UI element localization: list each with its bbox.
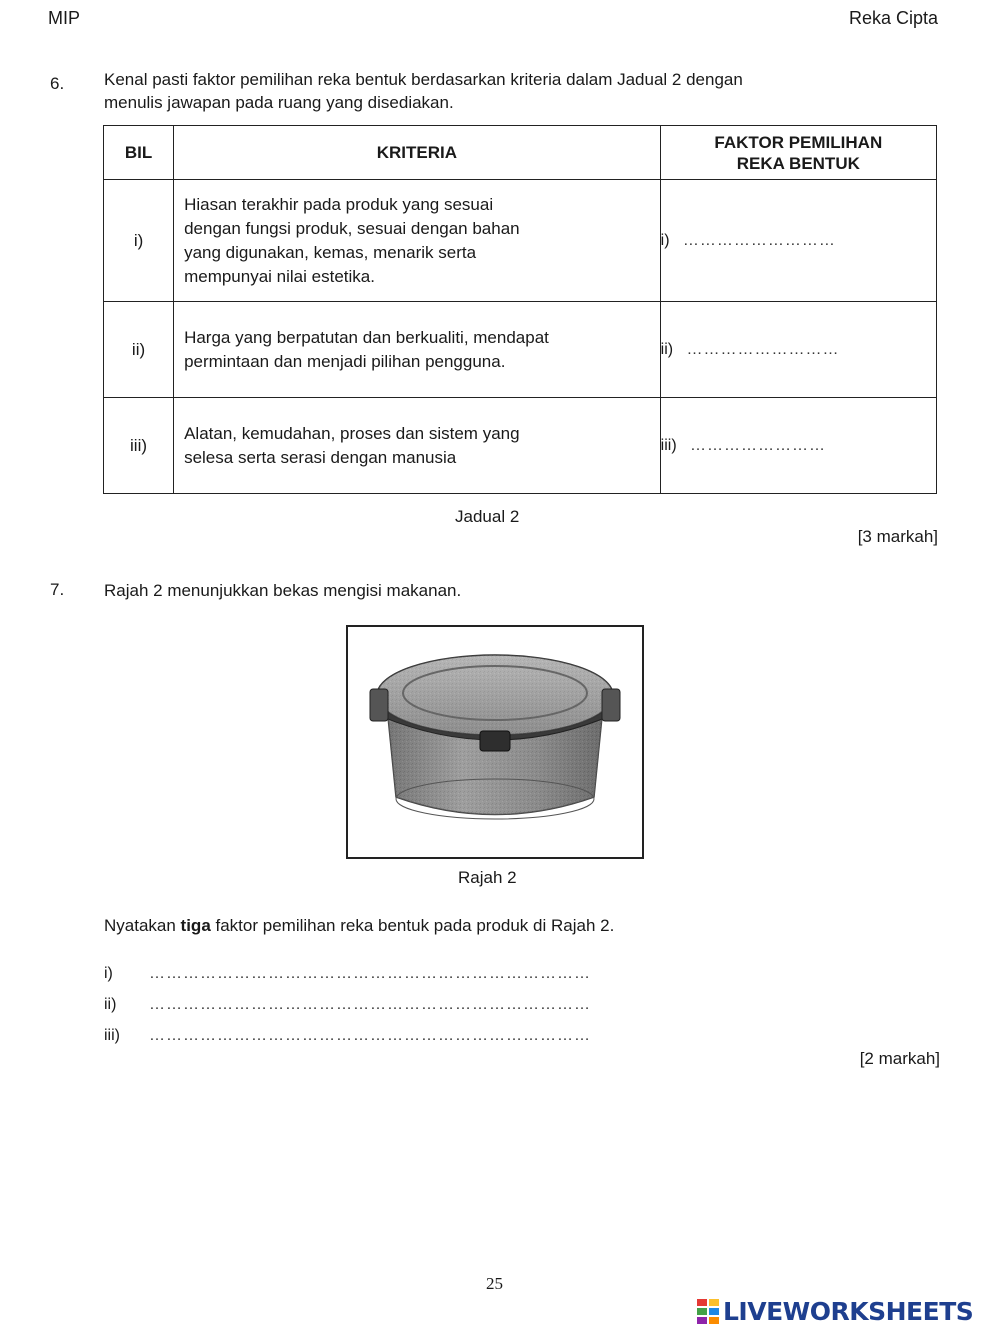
answer-dots: …………………… xyxy=(690,436,826,454)
answer-line-3[interactable] xyxy=(104,1027,591,1045)
row-kriteria xyxy=(174,398,661,494)
page-number: 25 xyxy=(486,1274,503,1293)
answer-dots: …………………………………………………………………… xyxy=(149,1027,591,1044)
figure-caption: Rajah 2 xyxy=(458,868,517,887)
kriteria-line: permintaan dan menjadi pilihan pengguna. xyxy=(184,351,506,371)
answer-label: i) xyxy=(660,231,670,249)
row-bil: iii) xyxy=(104,398,174,494)
answer-line-1[interactable] xyxy=(104,965,591,983)
kriteria-line: Hiasan terakhir pada produk yang sesuai xyxy=(184,194,494,214)
food-container-image xyxy=(348,627,642,857)
question-6-text xyxy=(104,68,743,114)
liveworksheets-wordmark: LIVEWORKSHEETS xyxy=(723,1296,974,1326)
row-bil: i) xyxy=(104,180,174,302)
answer-dots: …………………………………………………………………… xyxy=(149,996,591,1013)
question-7-number: 7. xyxy=(50,580,65,599)
answer-field-2[interactable] xyxy=(660,302,936,398)
question-6-marks: [3 markah] xyxy=(857,527,938,546)
answer-dots: …………………………………………………………………… xyxy=(149,965,591,982)
header-faktor-line1: FAKTOR PEMILIHAN xyxy=(714,132,883,152)
instruction-text-end: faktor pemilihan reka bentuk pada produk di Rajah 2. xyxy=(210,916,615,935)
answer-label: iii) xyxy=(104,1027,120,1044)
answer-field-3[interactable] xyxy=(660,398,936,494)
table-row xyxy=(104,180,937,302)
header-right: Reka Cipta xyxy=(848,8,938,28)
header-faktor xyxy=(660,126,936,180)
table-row xyxy=(104,302,937,398)
header-faktor-line2: REKA BENTUK xyxy=(736,153,860,173)
answer-label: ii) xyxy=(104,996,117,1013)
answer-label: i) xyxy=(104,965,113,982)
kriteria-line: Harga yang berpatutan dan berkualiti, mendapat xyxy=(184,327,549,347)
answer-field-1[interactable] xyxy=(660,180,936,302)
question-7-instruction xyxy=(104,914,614,937)
answer-label: iii) xyxy=(660,436,677,454)
question-6-text-line1: Kenal pasti faktor pemilihan reka bentuk berdasarkan kriteria dalam Jadual 2 dengan xyxy=(104,70,743,89)
header-bil: BIL xyxy=(104,126,174,180)
header-left: MIP xyxy=(48,8,81,28)
answer-dots: ……………………… xyxy=(682,231,836,249)
header-kriteria: KRITERIA xyxy=(174,126,661,180)
question-7-text: Rajah 2 menunjukkan bekas mengisi makanan. xyxy=(104,581,462,600)
table-caption: Jadual 2 xyxy=(455,507,520,526)
row-kriteria xyxy=(174,180,661,302)
figure-food-container xyxy=(346,625,644,859)
answer-line-2[interactable] xyxy=(104,996,591,1014)
kriteria-line: yang digunakan, kemas, menarik serta xyxy=(184,242,477,262)
jadual-2-table xyxy=(103,125,937,494)
liveworksheets-brand xyxy=(697,1296,973,1326)
table-header-row xyxy=(104,126,937,180)
kriteria-line: mempunyai nilai estetika. xyxy=(184,266,375,286)
kriteria-line: dengan fungsi produk, sesuai dengan bahan xyxy=(184,218,520,238)
answer-dots: ……………………… xyxy=(686,340,840,358)
row-bil: ii) xyxy=(104,302,174,398)
table-row xyxy=(104,398,937,494)
instruction-bold: tiga xyxy=(180,916,211,935)
question-7-marks: [2 markah] xyxy=(859,1049,940,1068)
liveworksheets-logo-icon xyxy=(697,1297,719,1325)
row-kriteria xyxy=(174,302,661,398)
instruction-text: Nyatakan xyxy=(104,916,181,935)
kriteria-line: selesa serta serasi dengan manusia xyxy=(184,447,457,467)
question-6-text-line2: menulis jawapan pada ruang yang disediakan. xyxy=(104,93,454,112)
question-6-number: 6. xyxy=(50,74,65,93)
answer-label: ii) xyxy=(660,340,674,358)
kriteria-line: Alatan, kemudahan, proses dan sistem yang xyxy=(184,423,520,443)
